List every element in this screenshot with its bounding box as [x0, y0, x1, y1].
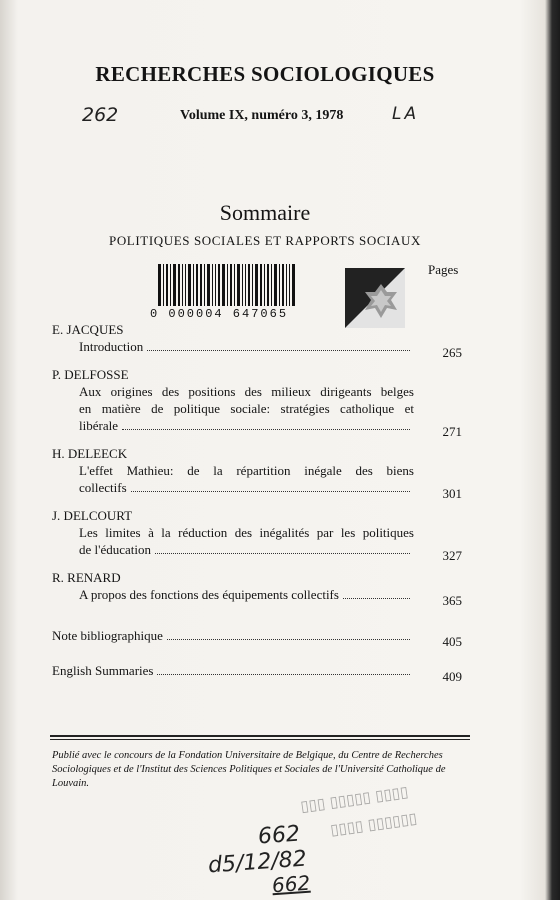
publication-note: Publié avec le concours de la Fondation Universitaire de Belgique, du Centre de Recherches Sociologiques et de l'Institut des Sciences Politiques et Sociales de l'Université Catholique de Louvain.: [52, 750, 446, 789]
barcode-bar: [185, 264, 186, 306]
toc-author: E. JACQUES: [52, 322, 124, 337]
toc-entry-text: [79, 383, 414, 434]
barcode-bar: [237, 264, 240, 306]
barcode-bar: [271, 264, 272, 306]
contents-heading: Sommaire: [219, 200, 311, 225]
barcode-bar: [242, 264, 243, 306]
dot-leader: [157, 662, 410, 675]
dot-leader: [155, 541, 410, 554]
barcode-bar: [212, 264, 213, 306]
toc-section: [52, 627, 462, 649]
toc-entry: [52, 627, 462, 649]
toc-title-text: libérale: [79, 418, 118, 433]
handwritten-stamp-number-2: 662: [271, 870, 311, 898]
toc-author: J. DELCOURT: [52, 508, 133, 523]
footer-rule: [50, 735, 470, 737]
toc-entry: [79, 586, 462, 608]
toc-title-text: English Summaries: [52, 663, 154, 678]
barcode-bar: [182, 264, 183, 306]
dot-leader: [131, 479, 410, 492]
barcode-bar: [178, 264, 180, 306]
barcode-bar: [163, 264, 164, 306]
barcode-bar: [222, 264, 225, 306]
handwritten-number: 262: [82, 104, 119, 126]
barcode-digits: 0 000004 647065: [150, 307, 289, 321]
barcode-bar: [170, 264, 171, 306]
toc-page-number: 409: [442, 669, 462, 684]
toc-title-line: [79, 338, 414, 355]
toc-entry: [79, 524, 462, 563]
barcode-bar: [286, 264, 287, 306]
issue-theme: POLITIQUES SOCIALES ET RAPPORTS SOCIAUX: [108, 233, 422, 248]
barcode-bar: [245, 264, 246, 306]
toc-section: [52, 507, 462, 563]
toc-title-text: Introduction: [79, 339, 144, 354]
barcode: [150, 264, 340, 322]
toc-entry: [79, 383, 462, 439]
toc-title-line: [79, 586, 414, 603]
barcode-bar: [292, 264, 295, 306]
barcode-bar: [264, 264, 265, 306]
toc-page-number: 365: [442, 593, 462, 608]
barcode-bar: [196, 264, 198, 306]
toc-author: P. DELFOSSE: [52, 367, 129, 382]
barcode-bar: [248, 264, 250, 306]
toc-entry-text: [79, 338, 414, 355]
barcode-bar: [166, 264, 168, 306]
barcode-bar: [204, 264, 205, 306]
barcode-bar: [267, 264, 269, 306]
barcode-bar: [215, 264, 216, 306]
barcode-bar: [252, 264, 253, 306]
toc-author: H. DELEECK: [52, 446, 128, 461]
toc-page-number: 271: [442, 424, 462, 439]
volume-info: Volume IX, numéro 3, 1978: [180, 108, 344, 123]
toc-title-text: Note bibliographique: [52, 628, 163, 643]
barcode-bar: [207, 264, 210, 306]
footer-rule-secondary: [50, 739, 470, 740]
barcode-bar: [173, 264, 176, 306]
barcode-bar: [218, 264, 220, 306]
toc-title-line: [79, 541, 414, 558]
handwritten-stamp-date: d5/12/82: [207, 846, 308, 879]
barcode-bar: [282, 264, 284, 306]
table-of-contents: [52, 315, 462, 684]
barcode-bars: [158, 264, 338, 306]
toc-section: [52, 321, 462, 360]
library-stamp-line: ▯▯▯▯ ▯▯▯▯▯▯: [329, 809, 419, 839]
pages-column-header: Pages: [428, 262, 459, 277]
toc-entry-text: [79, 586, 414, 603]
dot-leader: [343, 586, 410, 599]
toc-title-line: [52, 662, 414, 679]
toc-page-number: 265: [442, 345, 462, 360]
barcode-bar: [255, 264, 258, 306]
toc-title-line: Les limites à la réduction des inégalités par les politiques: [79, 525, 414, 540]
toc-title-line: [52, 627, 414, 644]
toc-entry: [79, 338, 462, 360]
barcode-bar: [230, 264, 232, 306]
toc-title-text: A propos des fonctions des équipements collectifs: [79, 587, 339, 602]
toc-entry-text: [79, 524, 414, 558]
toc-title-line: en matière de politique sociale: stratégies catholique et: [79, 401, 414, 416]
barcode-bar: [200, 264, 202, 306]
toc-section: [52, 662, 462, 684]
toc-title-line: L'effet Mathieu: de la répartition inégale des biens: [79, 463, 414, 478]
toc-author: R. RENARD: [52, 570, 121, 585]
barcode-bar: [158, 264, 161, 306]
handwritten-stamp-number: 662: [257, 821, 301, 850]
toc-title-line: [79, 479, 414, 496]
dot-leader: [147, 338, 410, 351]
toc-page-number: 301: [442, 486, 462, 501]
barcode-bar: [279, 264, 280, 306]
toc-entry-text: [79, 462, 414, 496]
barcode-bar: [289, 264, 290, 306]
toc-section: [52, 445, 462, 501]
toc-page-number: 405: [442, 634, 462, 649]
toc-entry: [52, 662, 462, 684]
toc-entry: [79, 462, 462, 501]
toc-title-line: [79, 417, 414, 434]
barcode-bar: [260, 264, 262, 306]
toc-title-line: Aux origines des positions des milieux dirigeants belges: [79, 384, 414, 399]
toc-section: [52, 366, 462, 439]
toc-section: [52, 569, 462, 608]
toc-entry-text: [52, 627, 414, 644]
dot-leader: [167, 627, 410, 640]
toc-page-number: 327: [442, 548, 462, 563]
barcode-bar: [193, 264, 194, 306]
barcode-bar: [188, 264, 191, 306]
barcode-bar: [234, 264, 235, 306]
barcode-bar: [227, 264, 228, 306]
toc-title-text: de l'éducation: [79, 542, 152, 557]
library-stamp: ▯▯▯ ▯▯▯▯▯ ▯▯▯▯: [299, 782, 410, 816]
journal-title: RECHERCHES SOCIOLOGIQUES: [95, 62, 435, 86]
toc-entry-text: [52, 662, 414, 679]
barcode-bar: [274, 264, 277, 306]
handwritten-mark: LA: [392, 104, 420, 124]
toc-title-text: collectifs: [79, 480, 127, 495]
dot-leader: [122, 417, 410, 430]
